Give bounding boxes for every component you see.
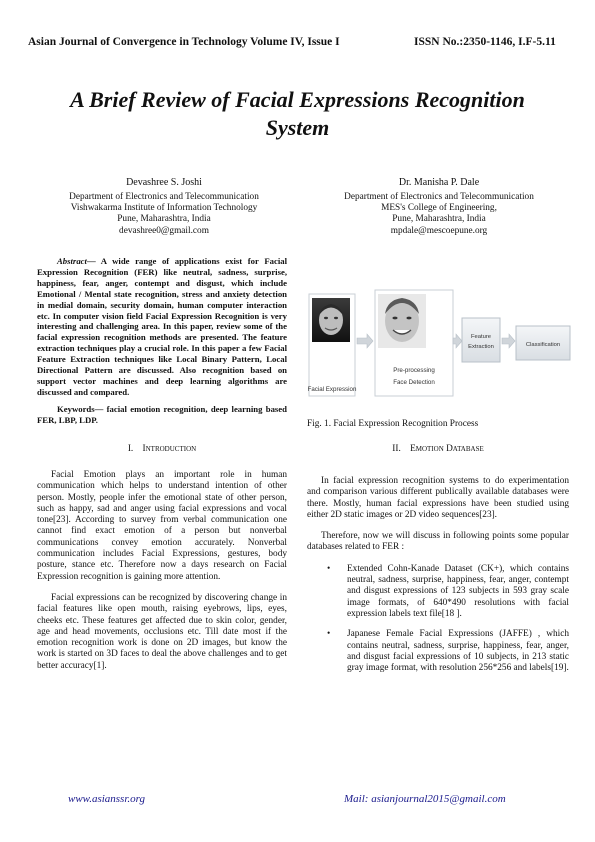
- paper-title-line1: A Brief Review of Facial Expressions Recognition: [70, 87, 525, 112]
- author-1-dept: Department of Electronics and Telecommunication: [69, 192, 259, 202]
- section-1-paragraph-2: Facial expressions can be recognized by discovering change in facial features like open mouth, raising eyebrows, lips, eyes, cheeks etc. These features get affected due to skin color, gender, age and head movements, occlusions etc. Till date most if the emotion recognition work is done on 2D images, but know the work is started on 3D faces to deal the above challenges and to get better accuracy[1].: [37, 592, 287, 671]
- list-item: [307, 564, 569, 620]
- face-image-2: [378, 294, 426, 348]
- author-2-location: Pune, Maharashtra, India: [392, 214, 486, 225]
- label-classification: Classification: [525, 342, 561, 348]
- fer-process-figure: [307, 288, 577, 408]
- footer-email-link[interactable]: Mail: asianjournal2015@gmail.com: [344, 793, 506, 805]
- label-facial-expression: Facial Expression: [307, 386, 357, 393]
- author-1-inst: Vishwakarma Institute of Information Technology: [70, 203, 258, 214]
- abstract: [37, 256, 287, 398]
- author-2: [310, 176, 568, 237]
- section-2-body: [307, 476, 569, 683]
- section-1-heading: [37, 444, 287, 454]
- section-1-body: [37, 470, 287, 672]
- author-1-name: Devashree S. Joshi: [126, 177, 202, 188]
- list-item: [307, 629, 569, 674]
- paper-title-line2: System: [265, 115, 330, 140]
- label-feature: Feature: [471, 334, 491, 340]
- abstract-text: — A wide range of applications exist for Facial Expression Recognition (FER) like neutral, sadness, surprise, happiness, fear, anger, contempt and disgust, which include Emotional / Mental state recognition, stress and anxiety detection in medial domain, security domain, human computer interaction etc. In computer vision field Facial Expression Recognition is very interesting and challenging area. In this paper, review some of the facial expression recognition methods are presented. The feature extraction techniques play a crucial role. In this paper a few Facial Feature Extraction techniques like Local Binary Pattern, Local Directional Pattern are discussed. Also recognition based on support vector machines and deep learning algorithms are discussed and compared.: [37, 256, 287, 397]
- author-2-name: Dr. Manisha P. Dale: [398, 177, 480, 188]
- bullet-icon: •: [327, 563, 331, 574]
- section-2-paragraph-2: Therefore, now we will discuss in following points some popular databases related to FER :: [307, 531, 569, 553]
- section-2-title: Emotion Database: [410, 444, 484, 454]
- author-1-email[interactable]: devashree0@gmail.com: [119, 225, 209, 236]
- figure-caption: Fig. 1. Facial Expression Recognition Process: [307, 419, 479, 429]
- section-1-number: I.: [127, 444, 134, 454]
- section-1-paragraph-1: Facial Emotion plays an important role in human communication which helps to understand intention of other person. Mostly, people infer the emotional state of other person, such as happy, sad and anger using facial expressions and vocal tone[23]. According to survey from verbal communication one cannot find exact emotion of a person but nonverbal communications convey emotion accurately. Nonverbal communication includes Facial Expressions, gestures, body posture, stance etc. Therefore now a days research on Facial Expression recognition is gaining more attention.: [37, 470, 287, 582]
- paper-title: [20, 86, 575, 142]
- journal-header: Asian Journal of Convergence in Technology Volume IV, Issue I: [28, 36, 340, 48]
- keywords: Keywords— facial emotion recognition, deep learning based FER, LBP, LDP.: [37, 404, 287, 425]
- author-2-dept: Department of Electronics and Telecommunication: [344, 192, 534, 202]
- label-extraction: Extraction: [468, 344, 494, 350]
- footer-website-link[interactable]: www.asianssr.org: [68, 793, 146, 805]
- abstract-label: Abstract: [57, 256, 87, 266]
- database-list: [307, 564, 569, 675]
- feature-extraction-box: [462, 318, 500, 362]
- author-2-email[interactable]: mpdale@mescoepune.org: [390, 225, 488, 236]
- label-preprocessing: Pre-processing: [393, 367, 435, 374]
- label-face-detection: Face Detection: [393, 379, 435, 386]
- author-1: [40, 176, 288, 237]
- list-item-text: Extended Cohn-Kanade Dataset (CK+), which contains neutral, sadness, surprise, happiness, fear, anger, contempt and disgust expressions of 123 subjects in 593 gray scale image formats, of 640*490 resolutions with facial expression labels text file[18 ].: [347, 563, 569, 619]
- bullet-icon: •: [327, 629, 331, 640]
- section-2-number: II.: [392, 444, 401, 454]
- author-2-inst: MES's College of Engineering,: [381, 203, 497, 214]
- list-item-text: Japanese Female Facial Expressions (JAFFE) , which contains neutral, sadness, surprise, happiness, fear, anger, and disgust facial expressions of 10 subjects, in 213 static gray image format, with resolution 256*256 and labels[19].: [347, 629, 569, 674]
- face-image-1: [312, 298, 350, 342]
- section-2-heading: [307, 444, 569, 454]
- section-2-paragraph-1: In facial expression recognition systems to do experimentation and comparison various different publically available databases were there. Mostly, human facial expressions have been studied using either 2D static images or 2D video sequences[23].: [307, 476, 569, 520]
- author-1-location: Pune, Maharashtra, India: [117, 214, 211, 225]
- issn-header: ISSN No.:2350-1146, I.F-5.11: [414, 36, 556, 48]
- section-1-title: Introduction: [142, 444, 197, 454]
